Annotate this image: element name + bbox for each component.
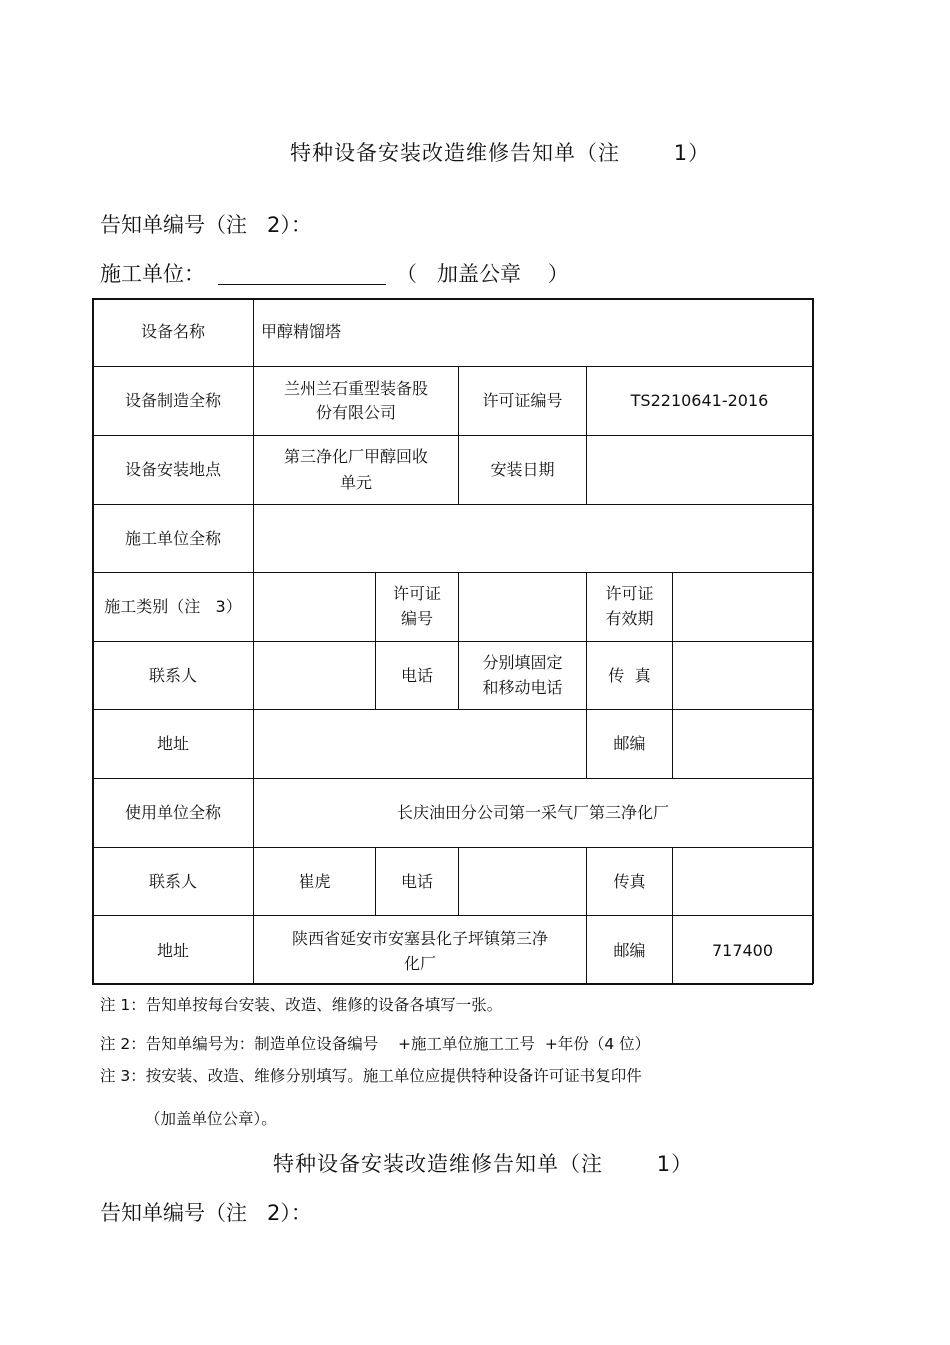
constructor-phone-label: 电话 xyxy=(400,666,433,685)
user-contact-label: 联系人 xyxy=(148,872,197,891)
table-divider xyxy=(92,504,813,505)
constructor-address-label: 地址 xyxy=(156,734,189,753)
page-title: 特种设备安装改造维修告知单（注 1） xyxy=(290,141,711,165)
table-divider xyxy=(586,366,587,504)
user-address-label: 地址 xyxy=(156,941,189,960)
table-divider xyxy=(458,366,459,504)
manufacturer-value-line2: 份有限公司 xyxy=(315,403,396,422)
license-validity-label-line1: 许可证 xyxy=(605,584,654,603)
table-border xyxy=(812,298,814,984)
install-location-label: 设备安装地点 xyxy=(124,460,221,479)
user-contact-value: 崔虎 xyxy=(298,872,331,891)
equipment-name-label: 设备名称 xyxy=(140,322,205,341)
constructor-fullname-label: 施工单位全称 xyxy=(124,529,221,548)
note-1: 注 1：告知单按每台安装、改造、维修的设备各填写一张。 xyxy=(100,996,503,1014)
constructor-zip-label: 邮编 xyxy=(613,734,646,753)
install-location-value-line1: 第三净化厂甲醇回收 xyxy=(283,447,428,466)
note-3: 注 3：按安装、改造、维修分别填写。施工单位应提供特种设备许可证书复印件 xyxy=(100,1067,642,1085)
user-unit-label: 使用单位全称 xyxy=(124,803,221,822)
page-title-2: 特种设备安装改造维修告知单（注 1） xyxy=(273,1152,694,1176)
install-location-value-line2: 单元 xyxy=(339,473,372,492)
license-validity-label-line2: 有效期 xyxy=(605,609,654,628)
install-date-label: 安装日期 xyxy=(490,460,555,479)
manufacturer-label: 设备制造全称 xyxy=(124,391,221,410)
user-address-value-line1: 陕西省延安市安塞县化子坪镇第三净 xyxy=(291,929,548,948)
table-divider xyxy=(92,915,813,916)
constructor-license-label-line1: 许可证 xyxy=(392,584,441,603)
notice-number-label: 告知单编号（注 2）： xyxy=(100,213,312,237)
equipment-name-value: 甲醇精馏塔 xyxy=(261,322,342,341)
manufacturer-license-value: TS2210641-2016 xyxy=(630,391,769,410)
constructor-label: 施工单位： xyxy=(100,262,205,286)
phone-note-line1: 分别填固定 xyxy=(482,653,563,672)
table-divider xyxy=(92,572,813,573)
table-border xyxy=(92,298,813,300)
constructor-blank-line xyxy=(218,284,386,285)
user-zip-value: 717400 xyxy=(711,941,774,960)
table-divider xyxy=(92,641,813,642)
user-unit-value: 长庆油田分公司第一采气厂第三净化厂 xyxy=(396,803,669,822)
manufacturer-value-line1: 兰州兰石重型装备股 xyxy=(283,379,428,398)
note-3-continued: （加盖单位公章）。 xyxy=(145,1110,277,1128)
construction-category-label: 施工类别（注 3） xyxy=(104,597,242,616)
table-divider xyxy=(672,847,673,915)
table-border xyxy=(92,983,813,985)
note-2: 注 2：告知单编号为：制造单位设备编号 +施工单位施工工号 +年份（4 位） xyxy=(100,1035,651,1053)
phone-note-line2: 和移动电话 xyxy=(482,678,563,697)
constructor-license-label-line2: 编号 xyxy=(400,609,433,628)
table-divider xyxy=(92,435,813,436)
table-divider xyxy=(92,366,813,367)
constructor-fax-label: 传 真 xyxy=(608,666,651,685)
manufacturer-license-label: 许可证编号 xyxy=(482,391,563,410)
notice-number-label-2: 告知单编号（注 2）： xyxy=(100,1201,312,1225)
table-divider xyxy=(672,572,673,709)
user-fax-label: 传真 xyxy=(613,872,646,891)
table-divider xyxy=(92,778,813,779)
table-divider xyxy=(92,847,813,848)
table-divider xyxy=(92,709,813,710)
stamp-note: （ 加盖公章 ） xyxy=(396,262,569,286)
user-address-value-line2: 化厂 xyxy=(403,954,436,973)
table-divider xyxy=(672,709,673,778)
constructor-contact-label: 联系人 xyxy=(148,666,197,685)
user-zip-label: 邮编 xyxy=(613,941,646,960)
table-divider xyxy=(458,847,459,915)
user-phone-label: 电话 xyxy=(400,872,433,891)
